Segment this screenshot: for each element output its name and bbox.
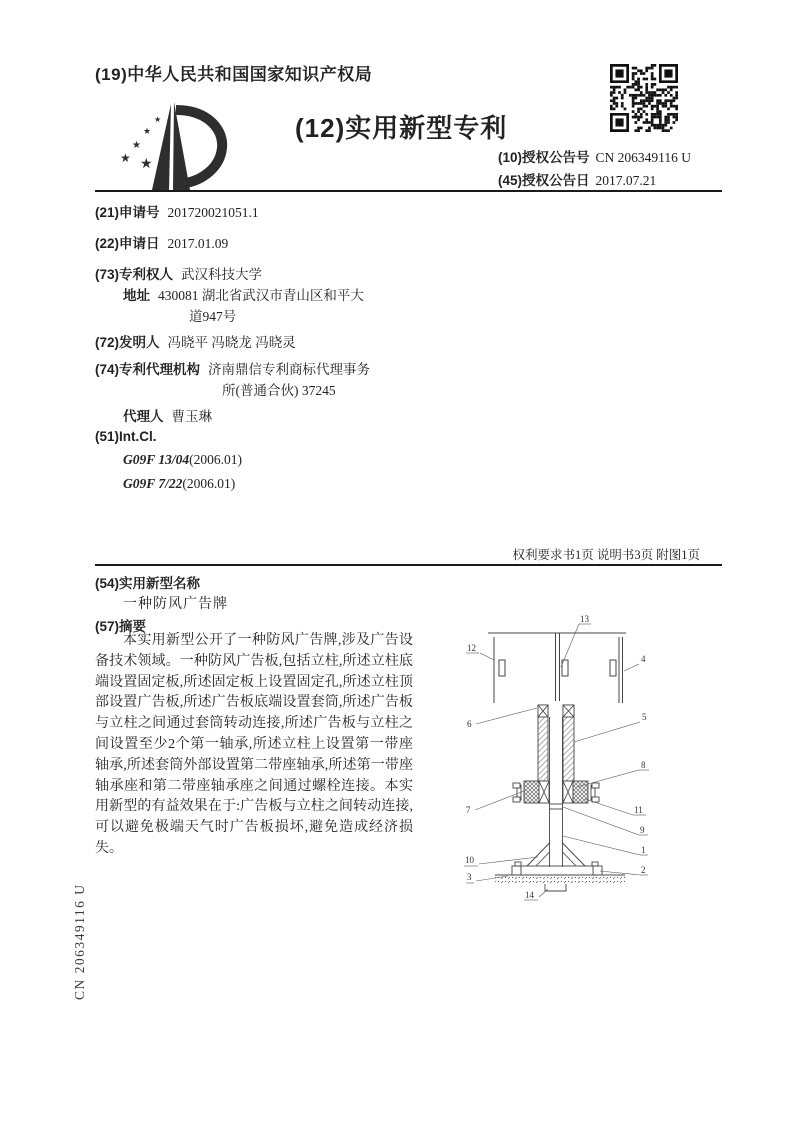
support-pole <box>550 717 563 867</box>
address-label: 地址 <box>123 288 150 303</box>
qr-code-icon <box>610 64 678 132</box>
intcl-entry-1 <box>123 452 242 468</box>
logo-star-icon: ★ <box>140 157 153 172</box>
intcl-row <box>95 429 157 445</box>
agency-row <box>95 358 370 378</box>
intcl-label: (51)Int.Cl. <box>95 429 157 444</box>
ref-label-11: 11 <box>634 805 643 815</box>
intcl-entry-2 <box>123 476 235 492</box>
billboard-panel <box>488 633 626 703</box>
agency-line2: 所(普通合伙) 37245 <box>222 383 336 398</box>
logo-star-icon: ★ <box>120 151 131 165</box>
address-row-2 <box>189 305 236 325</box>
ref-label-9: 9 <box>640 825 645 835</box>
application-number-value: 201720021051.1 <box>167 205 259 220</box>
patentee-value: 武汉科技大学 <box>181 267 263 282</box>
pub-number-value: CN 206349116 U <box>595 150 692 165</box>
agency-line1: 济南鼎信专利商标代理事务 <box>208 362 371 377</box>
leader-lines <box>475 624 640 897</box>
intcl-version-1: (2006.01) <box>189 452 243 467</box>
intcl-version-2: (2006.01) <box>182 476 236 491</box>
agent-row <box>123 405 212 425</box>
sleeve-columns <box>538 705 574 781</box>
ref-label-5: 5 <box>642 712 647 722</box>
pub-date-label: (45)授权公告日 <box>498 173 590 188</box>
address-line2: 道947号 <box>189 309 237 324</box>
intcl-code-2: G09F 7/22 <box>123 476 183 491</box>
biblio-divider <box>95 564 722 566</box>
abstract-text: 本实用新型公开了一种防风广告牌,涉及广告设备技术领域。一种防风广告板,包括立柱,所述立柱底端设置固定板,所述固定板上设置固定孔,所述立柱顶部设置广告板,所述广告板底端设置套筒,所述广告板与立柱之间通过套筒转动连接,所述广告板与立柱之间设置至少2个第一轴承,所述立柱上设置第一带座轴承,所述套筒外部设置第二带座轴承,所述第一带座轴承座和第二带座轴承座之间通过螺栓连接。本实用新型的有益效果在于:广告板与立柱之间转动连接,可以避免极端天气时广告板损坏,避免造成经济损失。 <box>95 633 413 856</box>
pages-info: 权利要求书1页 说明书3页 附图1页 <box>512 548 700 562</box>
ref-label-14: 14 <box>525 890 534 900</box>
address-line1: 430081 湖北省武汉市青山区和平大 <box>158 288 364 303</box>
abstract-section-label: (57)摘要 <box>95 619 147 634</box>
application-date-row <box>95 232 228 252</box>
logo-star-icon: ★ <box>154 115 162 124</box>
ref-label-13: 13 <box>580 614 589 624</box>
patent-office-name: (19)中华人民共和国国家知识产权局 <box>95 65 373 84</box>
base-plate <box>512 866 602 875</box>
pub-number-line <box>498 146 691 166</box>
address-row <box>123 284 364 304</box>
ground-hatch <box>495 875 625 884</box>
ref-label-underlines <box>464 624 649 900</box>
ref-label-8: 8 <box>641 760 646 770</box>
pub-date-value: 2017.07.21 <box>595 173 657 188</box>
pub-date-line <box>498 169 656 189</box>
ref-label-4: 4 <box>641 654 646 664</box>
side-publication-number: CN 206349116 U <box>72 883 87 1000</box>
logo-star-icon: ★ <box>143 126 152 136</box>
ref-label-3: 3 <box>467 872 472 882</box>
title-section-label: (54)实用新型名称 <box>95 576 201 591</box>
cnipa-logo-icon <box>112 96 242 192</box>
agent-label: 代理人 <box>123 409 164 424</box>
logo-star-icon: ★ <box>132 140 141 151</box>
ref-label-6: 6 <box>467 719 472 729</box>
invention-title: 一种防风广告牌 <box>123 597 228 612</box>
patentee-label: (73)专利权人 <box>95 267 174 282</box>
ref-label-12: 12 <box>467 643 476 653</box>
application-number-row <box>95 201 259 221</box>
inventors-label: (72)发明人 <box>95 335 160 350</box>
document-type-title: (12)实用新型专利 <box>295 113 508 143</box>
application-date-label: (22)申请日 <box>95 236 160 251</box>
agency-label: (74)专利代理机构 <box>95 362 201 377</box>
foundation-outline <box>545 884 566 891</box>
inventors-value: 冯晓平 冯晓龙 冯晓灵 <box>167 335 296 350</box>
ref-label-1: 1 <box>641 845 646 855</box>
agent-value: 曹玉琳 <box>171 409 212 424</box>
intcl-code-1: G09F 13/04 <box>123 452 190 467</box>
pub-number-label: (10)授权公告号 <box>498 150 590 165</box>
header-divider <box>95 190 722 192</box>
ref-label-10: 10 <box>465 855 474 865</box>
ref-label-7: 7 <box>466 805 471 815</box>
ref-label-2: 2 <box>641 865 646 875</box>
application-number-label: (21)申请号 <box>95 205 160 220</box>
base-assembly <box>512 843 602 875</box>
agency-row-2 <box>222 379 336 399</box>
inventors-row <box>95 331 296 351</box>
patent-figure <box>440 595 710 920</box>
application-date-value: 2017.01.09 <box>167 236 229 251</box>
patentee-row <box>95 263 262 283</box>
